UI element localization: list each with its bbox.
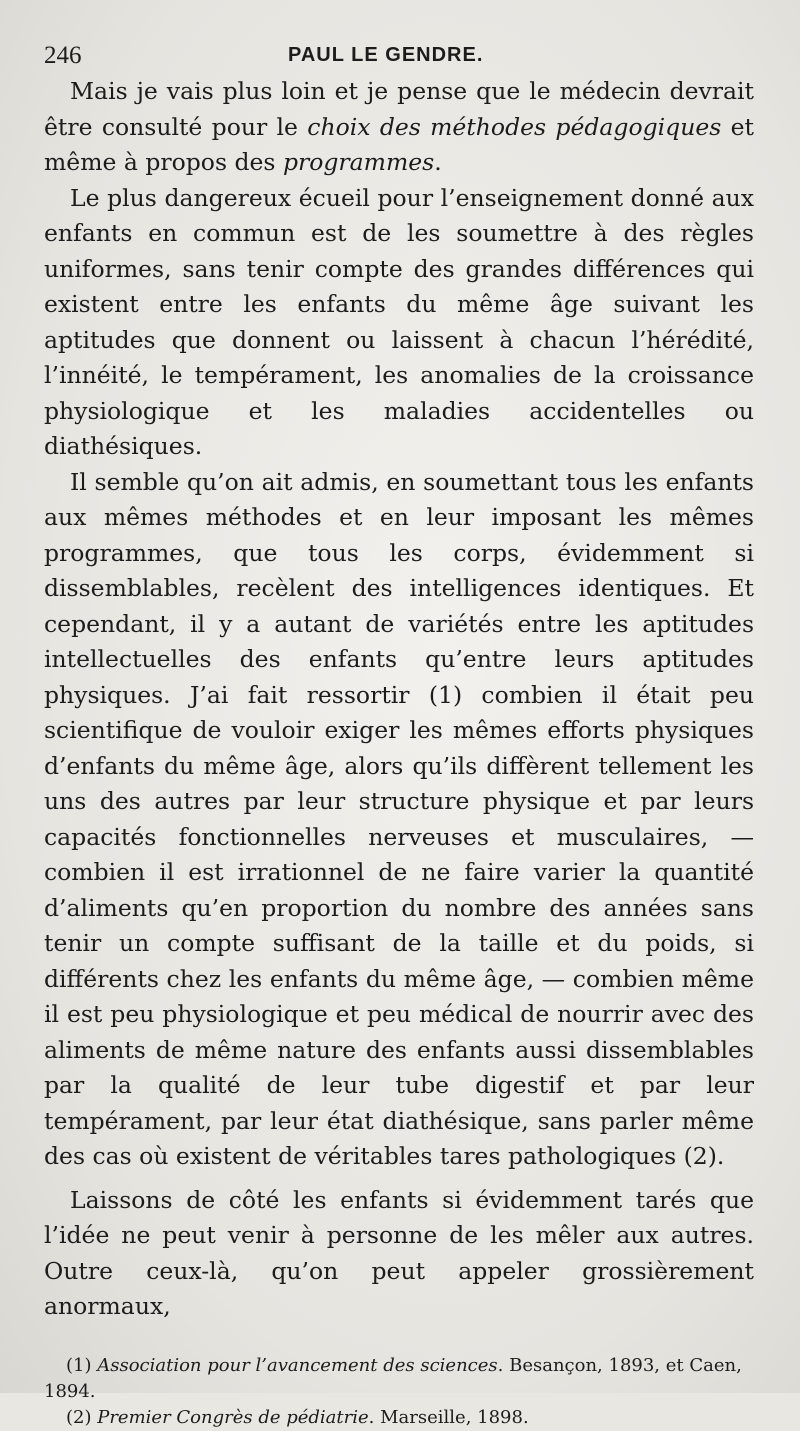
footnotes — [44, 1353, 754, 1431]
footnote-2-title: Premier Congrès de pédiatrie — [97, 1406, 369, 1428]
footnote-1-title: Association pour l’avancement des sciences — [97, 1354, 498, 1376]
footnote-2-marker: (2) — [66, 1406, 98, 1428]
footnote-1-details: . Besançon, 1893, et Caen, 1894. — [44, 1354, 742, 1402]
paragraph-2: Le plus dangereux écueil pour l’enseignement donné aux enfants en commun est de les soumettre à des règles uniformes, sans tenir compte des grandes différences qui existent entre les enfants du même âge suivant les aptitudes que donnent ou laissent à chacun l’hérédité, l’innéité, le tempérament, les anomalies de la croissance physiologique et les maladies accidentelles ou diathésiques. — [44, 183, 754, 460]
running-head: PAUL LE GENDRE. — [288, 44, 484, 66]
paragraph-3: Il semble qu’on ait admis, en soumettant tous les enfants aux mêmes méthodes et en leur imposant les mêmes programmes, que tous les corps, évidemment si dissemblables, recèlent des intelligences identiques. Et cependant, il y a autant de variétés entre les aptitudes intellectuelles des enfants qu’entre leurs aptitudes physiques. J’ai fait ressortir (1) combien il était peu scientifique de vouloir exiger les mêmes efforts physiques d’enfants du même âge, alors qu’ils diffèrent tellement les uns des autres par leur structure physique et par leurs capacités fonctionnelles nerveuses et musculaires, — combien il est irrationnel de ne faire varier la quantité d’aliments qu’en proportion du nombre des années sans tenir un compte suffisant de la taille et du poids, si différents chez les enfants du même âge, — combien même il est peu physiologique et peu médical de nourrir avec des aliments de même nature des enfants aussi dissemblables par la qualité de leur tube digestif et par leur tempérament, par leur état diathésique, sans parler même des cas où existent de véritables tares pathologiques (2). — [44, 467, 754, 1170]
paragraph-4: Laissons de côté les enfants si évidemment tarés que l’idée ne peut venir à personne de les mêler aux autres. Outre ceux-là, qu’on peut appeler grossièrement anormaux, — [44, 1185, 754, 1320]
footnote-1-marker: (1) — [66, 1354, 98, 1376]
paragraph-1 — [44, 74, 754, 181]
page-number: 246 — [44, 42, 82, 69]
paragraph-1-italic-phrase: choix des méthodes pédagogiques — [307, 112, 722, 141]
paragraph-1-end: . — [434, 148, 442, 176]
paragraph-1-text: Mais je vais plus loin et je pense que le médecin devrait être consulté pour le — [44, 77, 754, 141]
page-header — [44, 30, 754, 72]
footnote-2-details: . Marseille, 1898. — [368, 1406, 529, 1428]
body-text — [44, 74, 754, 1325]
footnote-1 — [44, 1353, 754, 1405]
paragraph-1-italic-word: programmes — [282, 148, 435, 176]
paragraph-1-text-middle: et même à propos des — [44, 112, 754, 176]
footnote-2 — [44, 1405, 754, 1431]
